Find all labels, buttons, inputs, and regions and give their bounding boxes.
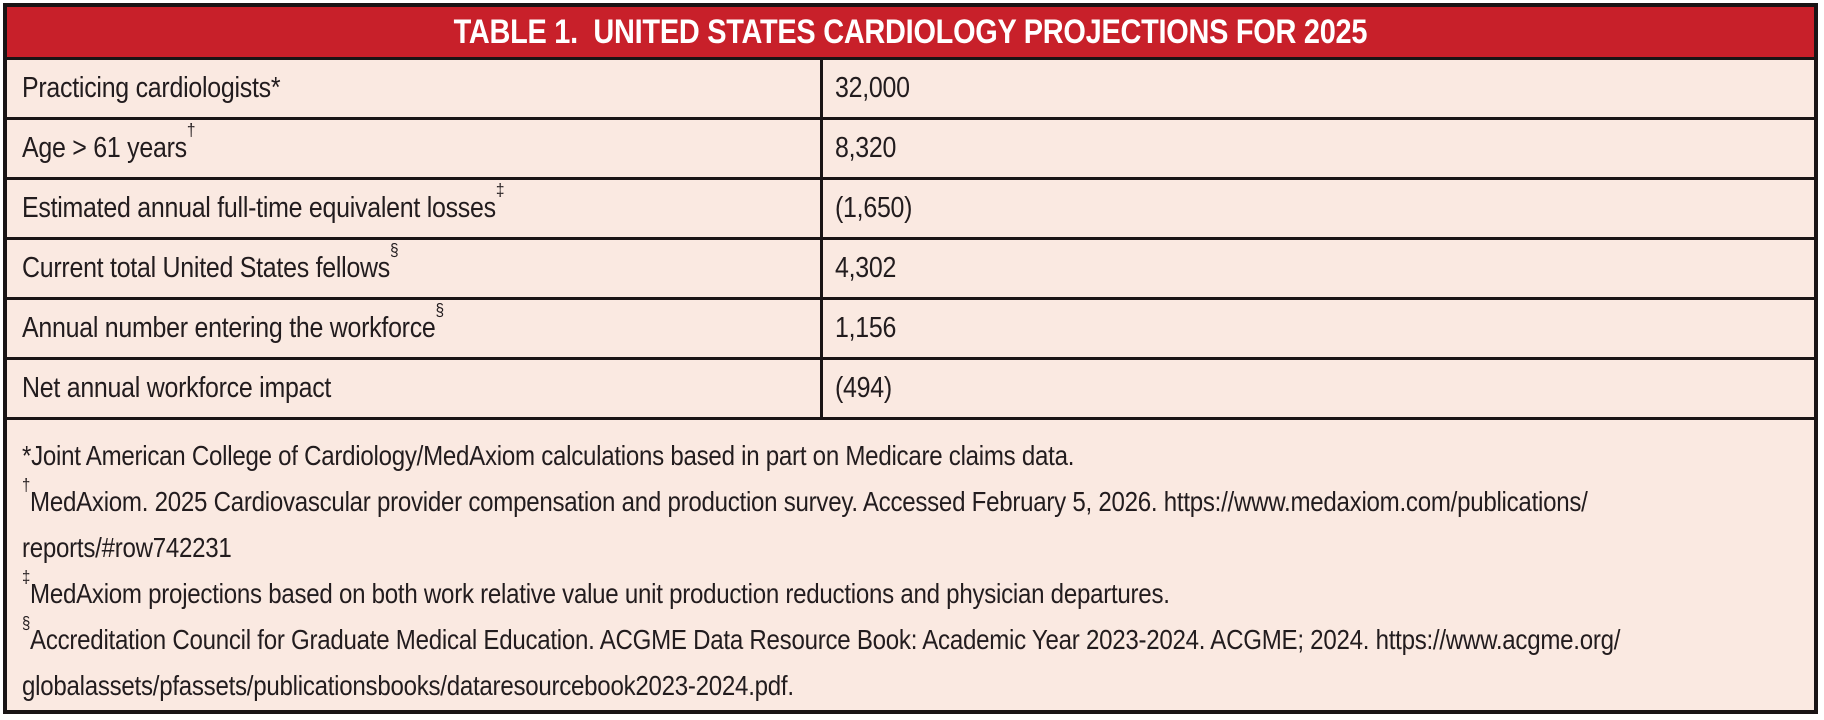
row-label-cell xyxy=(7,300,823,357)
table-row xyxy=(7,360,1814,420)
footnote-line xyxy=(22,663,1804,709)
footnote-marker: § xyxy=(22,613,31,634)
footnote-text: MedAxiom projections based on both work relative value unit production reductions and physician departures. xyxy=(30,578,1170,609)
row-label-text: Age > 61 years xyxy=(22,132,187,164)
row-label xyxy=(22,180,505,224)
table-row xyxy=(7,120,1814,180)
row-value: 4,302 xyxy=(835,252,897,284)
table-title: TABLE 1. UNITED STATES CARDIOLOGY PROJECTIONS FOR 2025 xyxy=(453,13,1368,51)
row-label xyxy=(22,120,196,164)
row-value: 1,156 xyxy=(835,312,897,344)
row-label xyxy=(22,74,280,103)
footnote-marker: ‡ xyxy=(22,567,31,588)
row-value: (494) xyxy=(835,372,892,404)
table-title-bar xyxy=(7,7,1814,60)
row-value-cell xyxy=(823,120,1814,177)
footnote-line xyxy=(22,433,1804,479)
row-value-cell xyxy=(823,300,1814,357)
footnote-marker: † xyxy=(186,120,196,141)
row-label-cell xyxy=(7,60,823,117)
footnote-marker: § xyxy=(390,240,399,261)
footnote-line xyxy=(22,475,1804,525)
footnote-marker: § xyxy=(435,300,444,321)
row-label-cell xyxy=(7,120,823,177)
row-label-text: Practicing cardiologists* xyxy=(22,72,281,104)
row-label-text: Current total United States fellows xyxy=(22,252,391,284)
table-row xyxy=(7,60,1814,120)
row-value-cell xyxy=(823,360,1814,417)
table-row xyxy=(7,180,1814,240)
row-value-cell xyxy=(823,60,1814,117)
table-row xyxy=(7,300,1814,360)
footnote-line xyxy=(22,613,1804,663)
row-label xyxy=(22,374,331,403)
row-label-text: Annual number entering the workforce xyxy=(22,312,436,344)
row-label-cell xyxy=(7,240,823,297)
cardiology-projections-table xyxy=(3,3,1818,714)
footnote-text: reports/#row742231 xyxy=(22,532,232,563)
row-label-text: Estimated annual full-time equivalent losses xyxy=(22,192,496,224)
footnote-line xyxy=(22,567,1804,617)
row-value: 32,000 xyxy=(835,72,910,104)
footnote-marker: † xyxy=(22,475,31,496)
row-label-cell xyxy=(7,360,823,417)
row-value: (1,650) xyxy=(835,192,913,224)
table-row xyxy=(7,240,1814,300)
footnotes-section xyxy=(7,420,1814,710)
row-value-cell xyxy=(823,240,1814,297)
row-label xyxy=(22,300,444,344)
row-label-cell xyxy=(7,180,823,237)
footnote-text: MedAxiom. 2025 Cardiovascular provider compensation and production survey. Accessed February 5, 2026. https://www.medaxiom.com/publications/ xyxy=(30,486,1588,517)
row-value-cell xyxy=(823,180,1814,237)
row-value: 8,320 xyxy=(835,132,897,164)
footnote-text: globalassets/pfassets/publicationsbooks/dataresourcebook2023-2024.pdf. xyxy=(22,670,794,701)
footnote-line xyxy=(22,525,1804,571)
footnote-marker: ‡ xyxy=(495,180,505,201)
row-label xyxy=(22,240,399,284)
footnote-text: *Joint American College of Cardiology/MedAxiom calculations based in part on Medicare claims data. xyxy=(22,440,1075,471)
footnote-text: Accreditation Council for Graduate Medical Education. ACGME Data Resource Book: Academic Year 2023-2024. ACGME; 2024. https://www.acgme.org/ xyxy=(30,624,1621,655)
row-label-text: Net annual workforce impact xyxy=(22,372,332,404)
